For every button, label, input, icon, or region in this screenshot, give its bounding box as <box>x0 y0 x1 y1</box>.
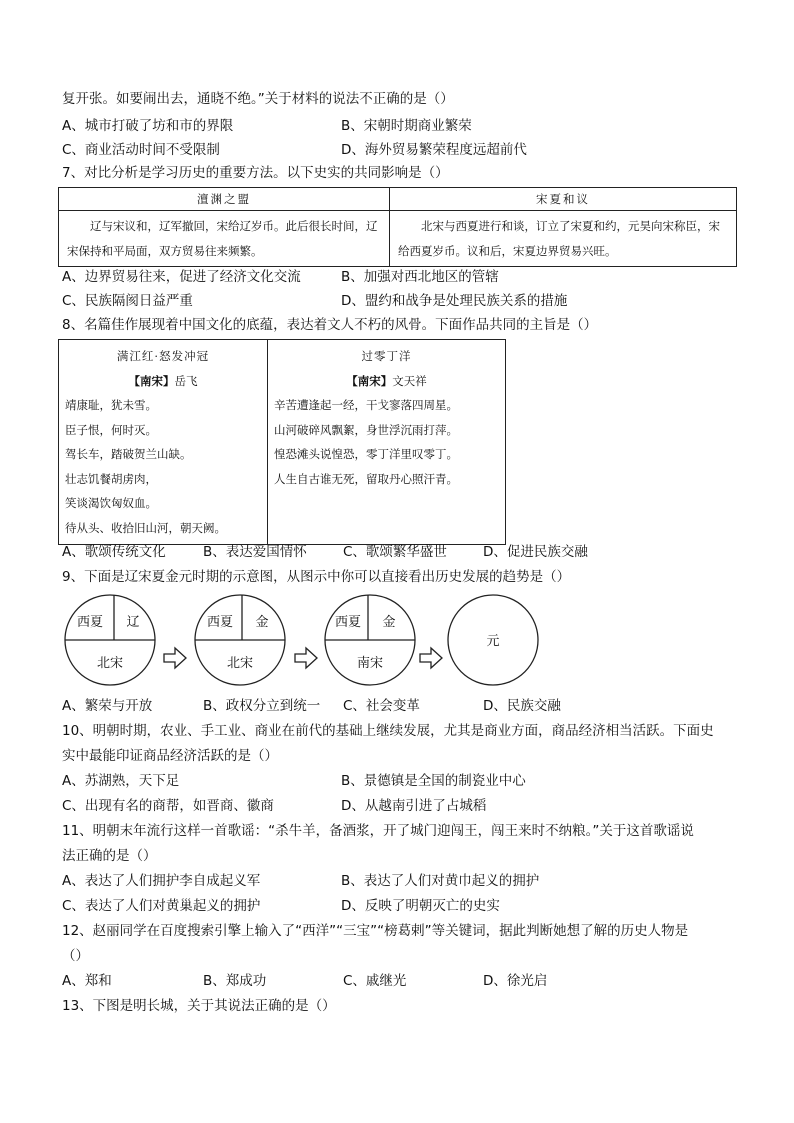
q7-option-c[interactable]: C、民族隔阂日益严重 <box>62 293 193 309</box>
q7-cell-songxia: 北宋与西夏进行和谈，订立了宋夏和约，元昊向宋称臣，宋给西夏岁币。议和后，宋夏边界贸易兴旺。 <box>390 211 737 267</box>
q7-option-b[interactable]: B、加强对西北地区的管辖 <box>341 269 499 285</box>
q10-option-c[interactable]: C、出现有名的商帮，如晋商、徽商 <box>62 798 274 814</box>
poem2-title: 过零丁洋 <box>361 349 412 363</box>
poem1-line: 待从头、收拾旧山河，朝天阙。 <box>65 520 226 535</box>
q10-option-b[interactable]: B、景德镇是全国的制瓷业中心 <box>341 773 526 789</box>
q12-stem-cont: （） <box>62 948 89 964</box>
q12-option-d[interactable]: D、徐光启 <box>483 973 548 989</box>
q9-option-d[interactable]: D、民族交融 <box>483 698 561 714</box>
poem1-author: 岳飞 <box>174 373 198 388</box>
q10-option-a[interactable]: A、苏湖熟，天下足 <box>62 773 180 789</box>
q8-poem-lingdingyang <box>268 340 506 545</box>
q9-stem: 9、下面是辽宋夏金元时期的示意图，从图示中你可以直接看出历史发展的趋势是（） <box>62 569 571 585</box>
q8-option-b[interactable]: B、表达爱国情怀 <box>203 544 307 560</box>
poem1-line: 臣子恨，何时灭。 <box>65 422 157 437</box>
q11-option-b[interactable]: B、表达了人们对黄巾起义的拥护 <box>341 873 540 889</box>
poem1-line: 壮志饥餐胡虏肉， <box>65 471 157 486</box>
diagram-label: 西夏 <box>76 615 104 630</box>
poem2-line: 辛苦遭逢起一经，干戈寥落四周星。 <box>274 398 458 412</box>
diagram-arrow-3 <box>420 648 442 668</box>
q13-stem: 13、下图是明长城，关于其说法正确的是（） <box>62 998 336 1014</box>
q11-option-a[interactable]: A、表达了人们拥护李自成起义军 <box>62 873 261 889</box>
q12-option-c[interactable]: C、戚继光 <box>343 973 407 989</box>
q7-stem: 7、对比分析是学习历史的重要方法。以下史实的共同影响是（） <box>62 165 449 181</box>
q8-option-c[interactable]: C、歌颂繁华盛世 <box>343 544 447 560</box>
q10-option-d[interactable]: D、从越南引进了占城稻 <box>341 798 487 814</box>
q11-stem: 11、明朝末年流行这样一首歌谣：“杀牛羊，备酒浆，开了城门迎闯王，闯王来时不纳粮。”关于这首歌谣说 <box>62 823 694 839</box>
diagram-label: 金 <box>382 615 396 630</box>
q9-option-b[interactable]: B、政权分立到统一 <box>203 698 321 714</box>
q11-option-c[interactable]: C、表达了人们对黄巢起义的拥护 <box>62 898 261 914</box>
q12-option-a[interactable]: A、郑和 <box>62 973 112 989</box>
diagram-label: 辽 <box>126 615 140 630</box>
poem2-line: 惶恐滩头说惶恐，零丁洋里叹零丁。 <box>274 447 458 461</box>
q8-option-d[interactable]: D、促进民族交融 <box>483 544 588 560</box>
poem1-dynasty: 【南宋】 <box>128 373 175 388</box>
diagram-arrow-2 <box>295 648 317 668</box>
diagram-label: 南宋 <box>356 656 384 671</box>
diagram-label: 西夏 <box>334 615 362 630</box>
poem2-dynasty: 【南宋】 <box>346 373 393 388</box>
poem1-line: 靖康耻，犹未雪。 <box>65 398 157 412</box>
q7-option-a[interactable]: A、边界贸易往来，促进了经济文化交流 <box>62 269 301 285</box>
diagram-label: 金 <box>255 615 269 630</box>
poem1-author-line <box>65 369 261 394</box>
diagram-label: 元 <box>486 634 500 649</box>
q6-stem-tail: 复开张。如要闹出去，通晓不绝。”关于材料的说法不正确的是（） <box>62 91 454 107</box>
q7-material-table <box>58 187 737 267</box>
poem2-author: 文天祥 <box>392 373 427 388</box>
q6-option-a[interactable]: A、城市打破了坊和市的界限 <box>62 118 234 134</box>
q8-poem-manjianghong <box>59 340 268 545</box>
q9-option-a[interactable]: A、繁荣与开放 <box>62 698 153 714</box>
diagram-label: 北宋 <box>96 656 124 671</box>
q11-stem-cont: 法正确的是（） <box>62 848 157 864</box>
q6-option-c[interactable]: C、商业活动时间不受限制 <box>62 142 220 158</box>
q8-poem-table <box>58 339 506 545</box>
q6-option-b[interactable]: B、宋朝时期商业繁荣 <box>341 118 472 134</box>
poem1-line: 笑谈渴饮匈奴血。 <box>65 496 157 510</box>
q10-stem: 10、明朝时期，农业、手工业、商业在前代的基础上继续发展，尤其是商业方面，商品经济相当活跃。下面史 <box>62 723 714 739</box>
q7-cell-chanyuan: 辽与宋议和，辽军撤回，宋给辽岁币。此后很长时间，辽宋保持和平局面，双方贸易往来频繁。 <box>59 211 390 267</box>
poem2-line: 人生自古谁无死，留取丹心照汗青。 <box>274 471 458 486</box>
q9-option-c[interactable]: C、社会变革 <box>343 698 420 714</box>
diagram-arrow-1 <box>164 648 186 668</box>
q8-option-a[interactable]: A、歌颂传统文化 <box>62 544 166 560</box>
q7-header-chanyuan: 澶渊之盟 <box>59 188 390 211</box>
q12-option-b[interactable]: B、郑成功 <box>203 973 267 989</box>
q11-option-d[interactable]: D、反映了明朝灭亡的史实 <box>341 898 500 914</box>
poem2-line: 山河破碎风飘絮，身世浮沉雨打萍。 <box>274 422 458 437</box>
q8-stem: 8、名篇佳作展现着中国文化的底蕴，表达着文人不朽的风骨。下面作品共同的主旨是（） <box>62 317 598 333</box>
poem1-title: 满江红·怒发冲冠 <box>116 349 210 363</box>
diagram-label: 西夏 <box>206 615 234 630</box>
q7-option-d[interactable]: D、盟约和战争是处理民族关系的措施 <box>341 293 568 309</box>
poem2-author-line <box>274 369 499 394</box>
q7-header-songxia: 宋夏和议 <box>390 188 737 211</box>
q6-option-d[interactable]: D、海外贸易繁荣程度远超前代 <box>341 142 527 158</box>
diagram-label: 北宋 <box>226 656 254 671</box>
q12-stem: 12、赵丽同学在百度搜索引擎上输入了“西洋”“三宝”“榜葛剌”等关键词，据此判断她想了解的历史人物是 <box>62 923 689 939</box>
poem1-line: 驾长车，踏破贺兰山缺。 <box>65 447 192 461</box>
q9-dynasty-diagram <box>60 592 540 688</box>
q10-stem-cont: 实中最能印证商品经济活跃的是（） <box>62 748 278 764</box>
